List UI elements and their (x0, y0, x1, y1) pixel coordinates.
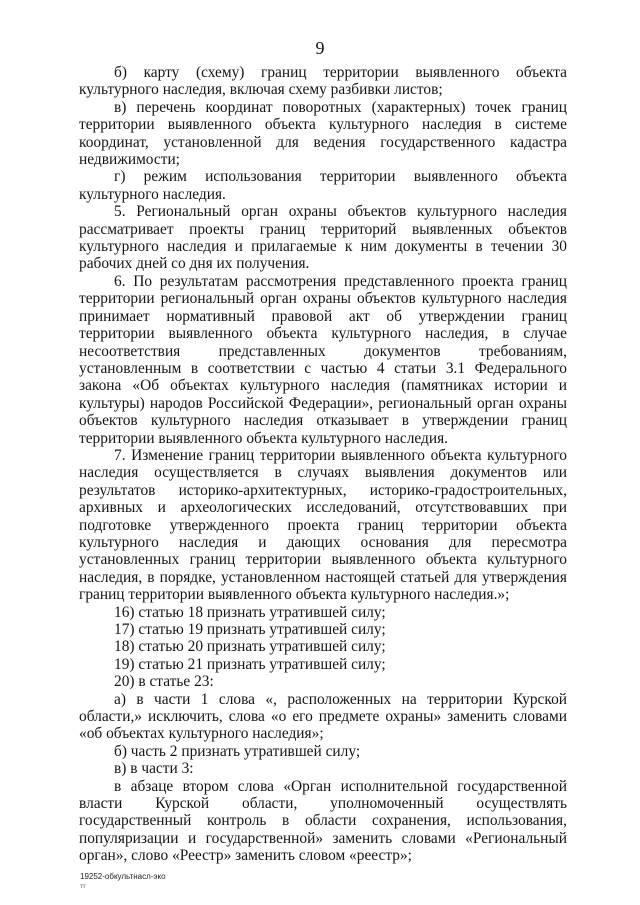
footer-mark: тт (80, 884, 86, 890)
paragraph-g-regime: г) режим использования территории выявленного объекта культурного наследия. (79, 168, 567, 203)
paragraph-6: 6. По результатам рассмотрения представленного проекта границ территории региональный орган охраны объектов культурного наследия принимает нормативный правовой акт об утверждении границ территории выявленного объекта культурного наследия, в случае несоответствия представленных документов требованиям, установленным в соответствии с частью 4 статьи 3.1 Федерального закона «Об объектах культурного наследия (памятниках истории и культуры) народов Российской Федерации», региональный орган охраны объектов культурного наследия отказывает в утверждении границ территории выявленного объекта культурного наследия. (79, 272, 567, 447)
subitem-v-abzac: в абзаце втором слова «Орган исполнительной государственной власти Курской области, уполномоченный осуществлять государственный контроль в области сохранения, использования, популяризации и государственной» заменить словами «Региональный орган», слово «Реестр» заменить словом «реестр»; (79, 777, 567, 865)
list-item-19: 19) статью 21 признать утратившей силу; (114, 655, 386, 673)
subitem-a: а) в части 1 слова «, расположенных на территории Курской области,» исключить, слова «о его предмете охраны» заменить словами «об объектах культурного наследия»; (79, 690, 567, 743)
list-item-16: 16) статью 18 признать утратившей силу; (114, 603, 386, 621)
list-item-18: 18) статью 20 признать утратившей силу; (114, 638, 386, 656)
subitem-b: б) часть 2 признать утратившей силу; (114, 742, 361, 760)
document-body (79, 64, 567, 865)
paragraph-7: 7. Изменение границ территории выявленного объекта культурного наследия осуществляется в случаях выявления документов или результатов историко-архитектурных, историко-градостроительных, архивных и археологических исследований, отсутствовавших при подготовке утвержденного проекта границ территории объекта культурного наследия и дающих основания для пересмотра установленных границ территории выявленного объекта культурного наследия, в порядке, установленном настоящей статьей для утверждения границ территории выявленного объекта культурного наследия.»; (79, 446, 567, 604)
paragraph-b-map: б) карту (схему) границ территории выявленного объекта культурного наследия, включая схему разбивки листов; (79, 64, 567, 99)
list-item-20: 20) в статье 23: (114, 673, 214, 691)
paragraph-v-coordinates: в) перечень координат поворотных (характерных) точек границ территории выявленного объекта культурного наследия в системе координат, установленной для ведения государственного кадастра недвижимости; (79, 98, 567, 169)
paragraph-5: 5. Региональный орган охраны объектов культурного наследия рассматривает проекты границ территорий выявленных объектов культурного наследия и прилагаемые к ним документы в течении 30 рабочих дней со дня их получения. (79, 203, 567, 273)
list-item-17: 17) статью 19 признать утратившей силу; (114, 621, 386, 638)
subitem-v: в) в части 3: (114, 760, 194, 778)
footer-document-code: 19252-обкультнасл-эко (80, 872, 166, 881)
page-number: 9 (315, 38, 325, 58)
